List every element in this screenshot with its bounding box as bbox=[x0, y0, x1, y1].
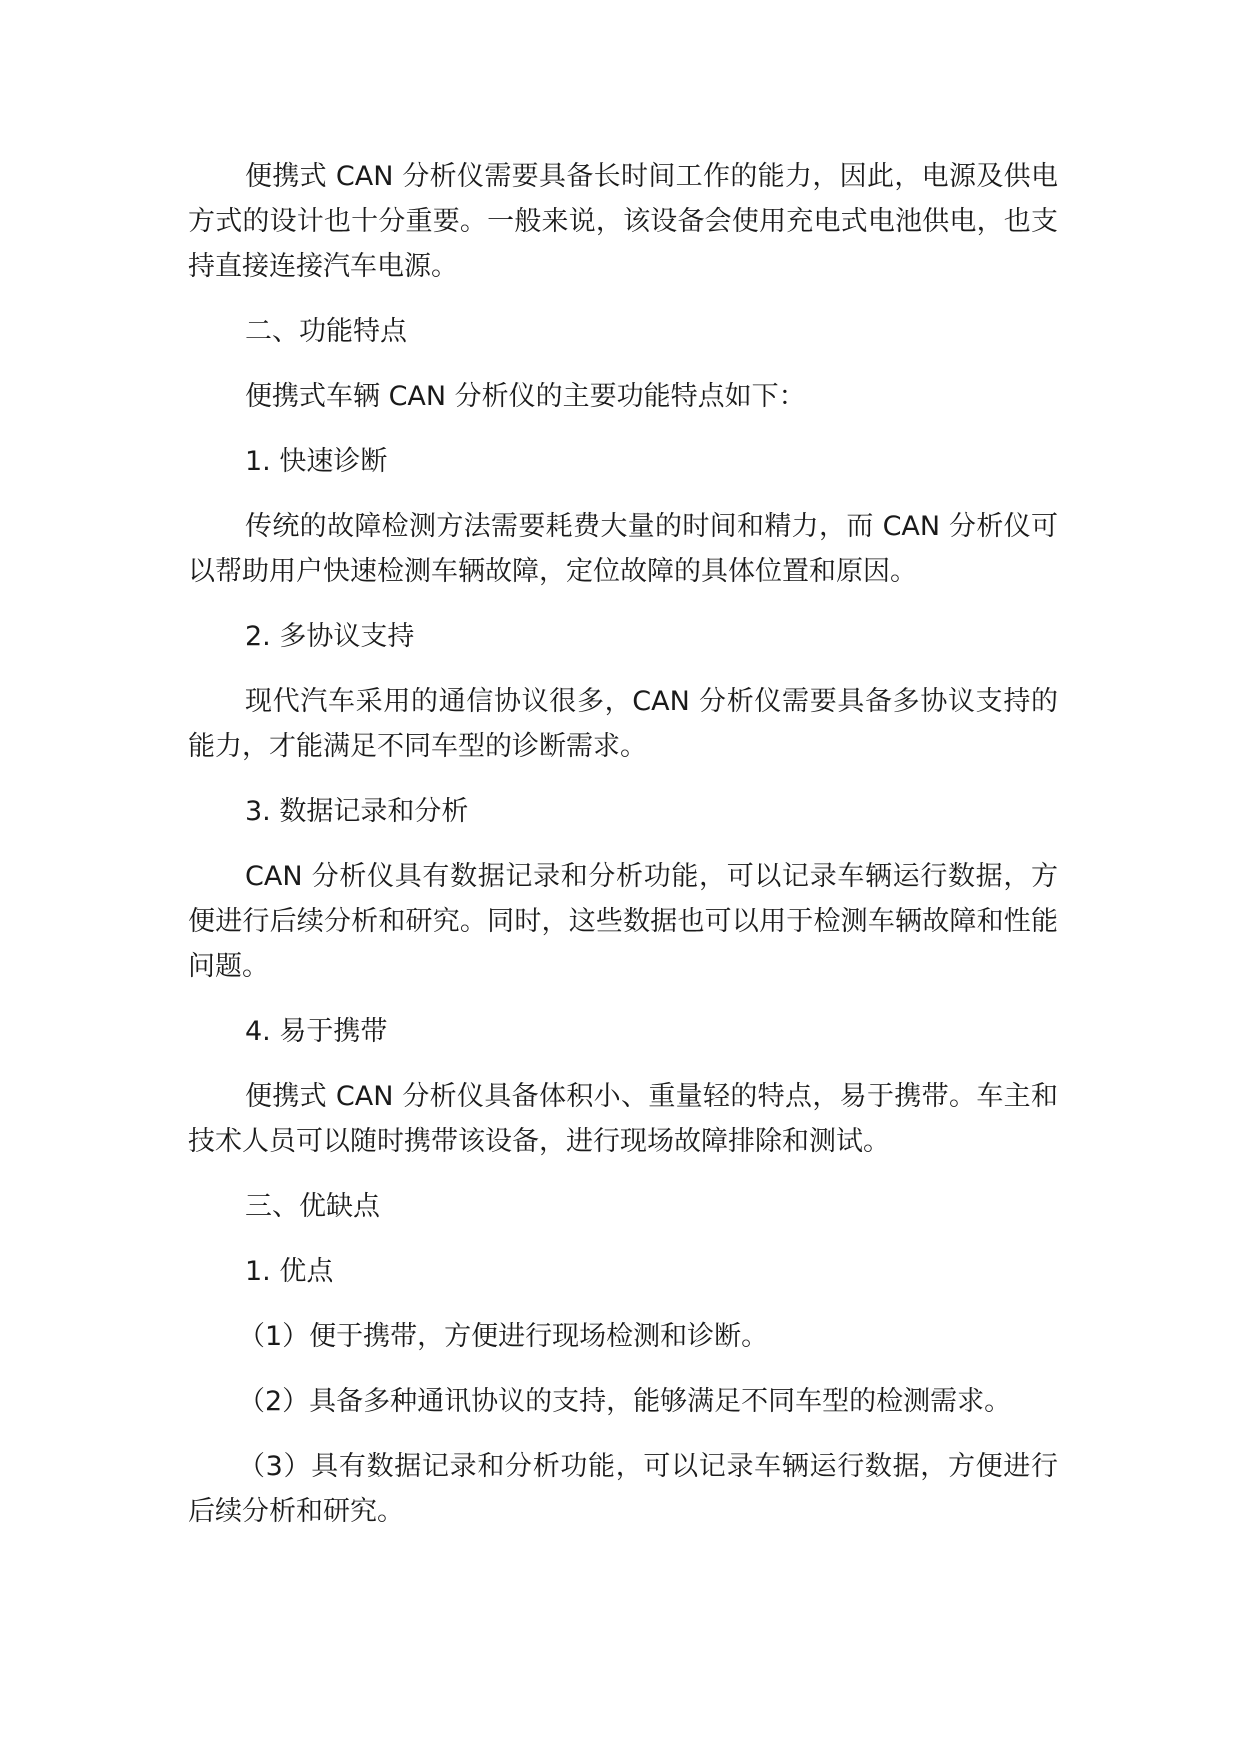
subheading-fast-diagnosis: 1. 快速诊断 bbox=[245, 446, 388, 477]
subheading-data-logging: 3. 数据记录和分析 bbox=[245, 796, 469, 827]
paragraph-data-logging: CAN 分析仪具有数据记录和分析功能，可以记录车辆运行数据，方便进行后续分析和研究。同时，这些数据也可以用于检测车辆故障和性能问题。 bbox=[188, 861, 1058, 982]
paragraph-features-intro: 便携式车辆 CAN 分析仪的主要功能特点如下： bbox=[245, 381, 806, 412]
section-heading-features: 二、功能特点 bbox=[245, 316, 407, 347]
paragraph-fast-diagnosis: 传统的故障检测方法需要耗费大量的时间和精力，而 CAN 分析仪可以帮助用户快速检测车辆故障，定位故障的具体位置和原因。 bbox=[188, 511, 1058, 587]
paragraph-power-supply: 便携式 CAN 分析仪需要具备长时间工作的能力，因此，电源及供电方式的设计也十分重要。一般来说，该设备会使用充电式电池供电，也支持直接连接汽车电源。 bbox=[188, 161, 1058, 282]
list-item-pro-1: （1）便于携带，方便进行现场检测和诊断。 bbox=[238, 1321, 769, 1352]
subheading-pros: 1. 优点 bbox=[245, 1256, 334, 1287]
list-item-pro-2: （2）具备多种通讯协议的支持，能够满足不同车型的检测需求。 bbox=[238, 1386, 1012, 1417]
section-heading-pros-cons: 三、优缺点 bbox=[245, 1191, 380, 1222]
subheading-multi-protocol: 2. 多协议支持 bbox=[245, 621, 415, 652]
subheading-portability: 4. 易于携带 bbox=[245, 1016, 388, 1047]
list-item-pro-3: （3）具有数据记录和分析功能，可以记录车辆运行数据，方便进行后续分析和研究。 bbox=[188, 1451, 1058, 1527]
paragraph-portability: 便携式 CAN 分析仪具备体积小、重量轻的特点，易于携带。车主和技术人员可以随时携带该设备，进行现场故障排除和测试。 bbox=[188, 1081, 1058, 1157]
paragraph-multi-protocol: 现代汽车采用的通信协议很多，CAN 分析仪需要具备多协议支持的能力，才能满足不同车型的诊断需求。 bbox=[188, 686, 1058, 762]
document-body bbox=[188, 154, 1058, 1554]
